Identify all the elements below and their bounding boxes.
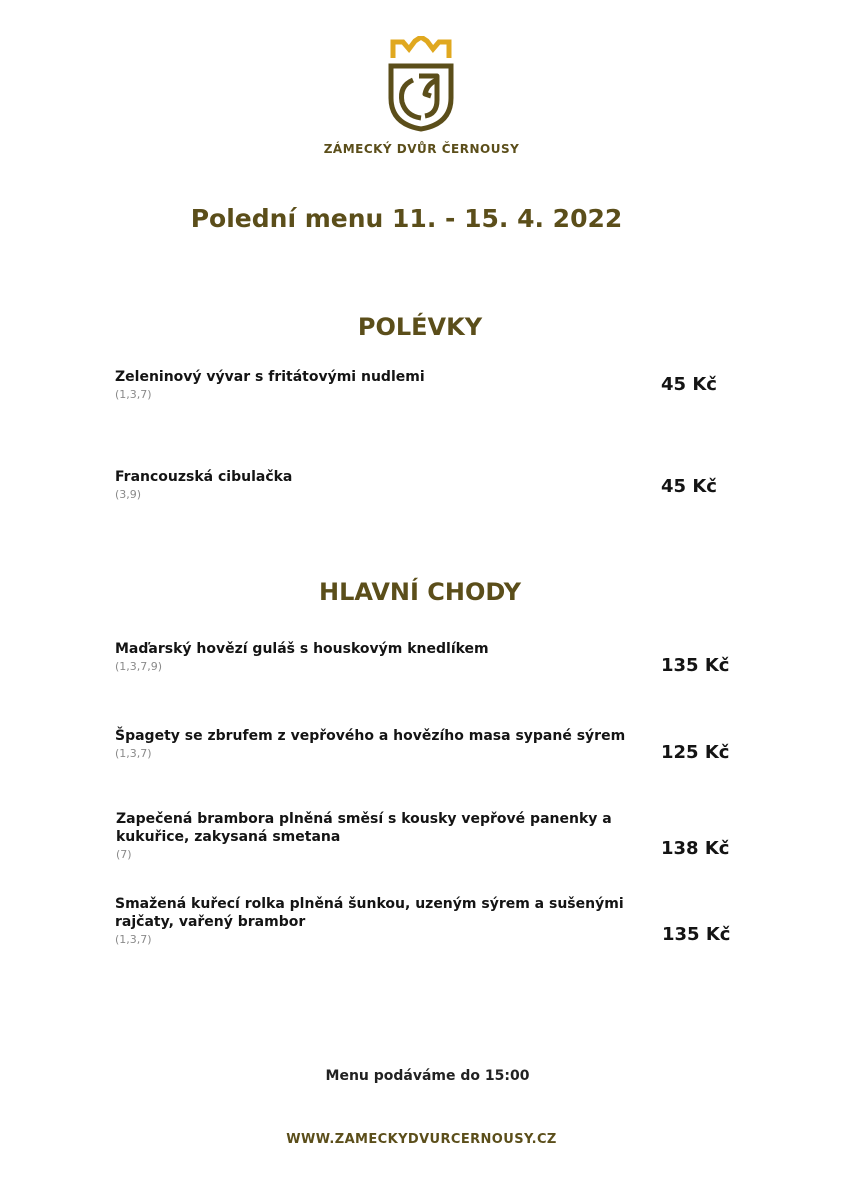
menu-item [115, 368, 635, 402]
serving-time-note: Menu podáváme do 15:00 [325, 1068, 530, 1084]
menu-item [115, 895, 625, 947]
item-price: 138 Kč [661, 838, 730, 859]
item-name: Špagety se zbrufem z vepřového a hovězího masa sypané sýrem [115, 728, 626, 744]
item-allergens: (7) [116, 848, 132, 861]
menu-item [115, 727, 635, 761]
menu-item [116, 810, 616, 862]
item-price: 135 Kč [662, 924, 731, 945]
item-price: 135 Kč [661, 655, 730, 676]
item-allergens: (3,9) [115, 488, 142, 501]
item-allergens: (1,3,7) [115, 747, 152, 760]
item-allergens: (1,3,7) [115, 933, 152, 946]
item-name: Zeleninový vývar s fritátovými nudlemi [115, 369, 425, 385]
menu-item [115, 468, 635, 502]
website-link[interactable]: WWW.ZAMECKYDVURCERNOUSY.CZ [286, 1132, 557, 1147]
item-price: 125 Kč [661, 742, 730, 763]
item-name: Smažená kuřecí rolka plněná šunkou, uzeným sýrem a sušenými rajčaty, vařený brambor [115, 896, 624, 930]
item-allergens: (1,3,7,9) [115, 660, 163, 673]
item-name: Maďarský hovězí guláš s houskovým knedlíkem [115, 641, 489, 657]
item-name: Zapečená brambora plněná směsí s kousky vepřové panenky a kukuřice, zakysaná smetana [116, 811, 612, 845]
brand-name: ZÁMECKÝ DVŮR ČERNOUSY [323, 142, 520, 156]
page-title: Polední menu 11. - 15. 4. 2022 [190, 204, 623, 233]
item-name: Francouzská cibulačka [115, 469, 293, 485]
section-heading-soups: POLÉVKY [357, 313, 483, 341]
section-heading-mains: HLAVNÍ CHODY [319, 578, 521, 606]
menu-item [115, 640, 635, 674]
item-price: 45 Kč [661, 476, 717, 497]
castle-horse-logo-icon [385, 36, 457, 132]
item-allergens: (1,3,7) [115, 388, 152, 401]
item-price: 45 Kč [661, 374, 717, 395]
